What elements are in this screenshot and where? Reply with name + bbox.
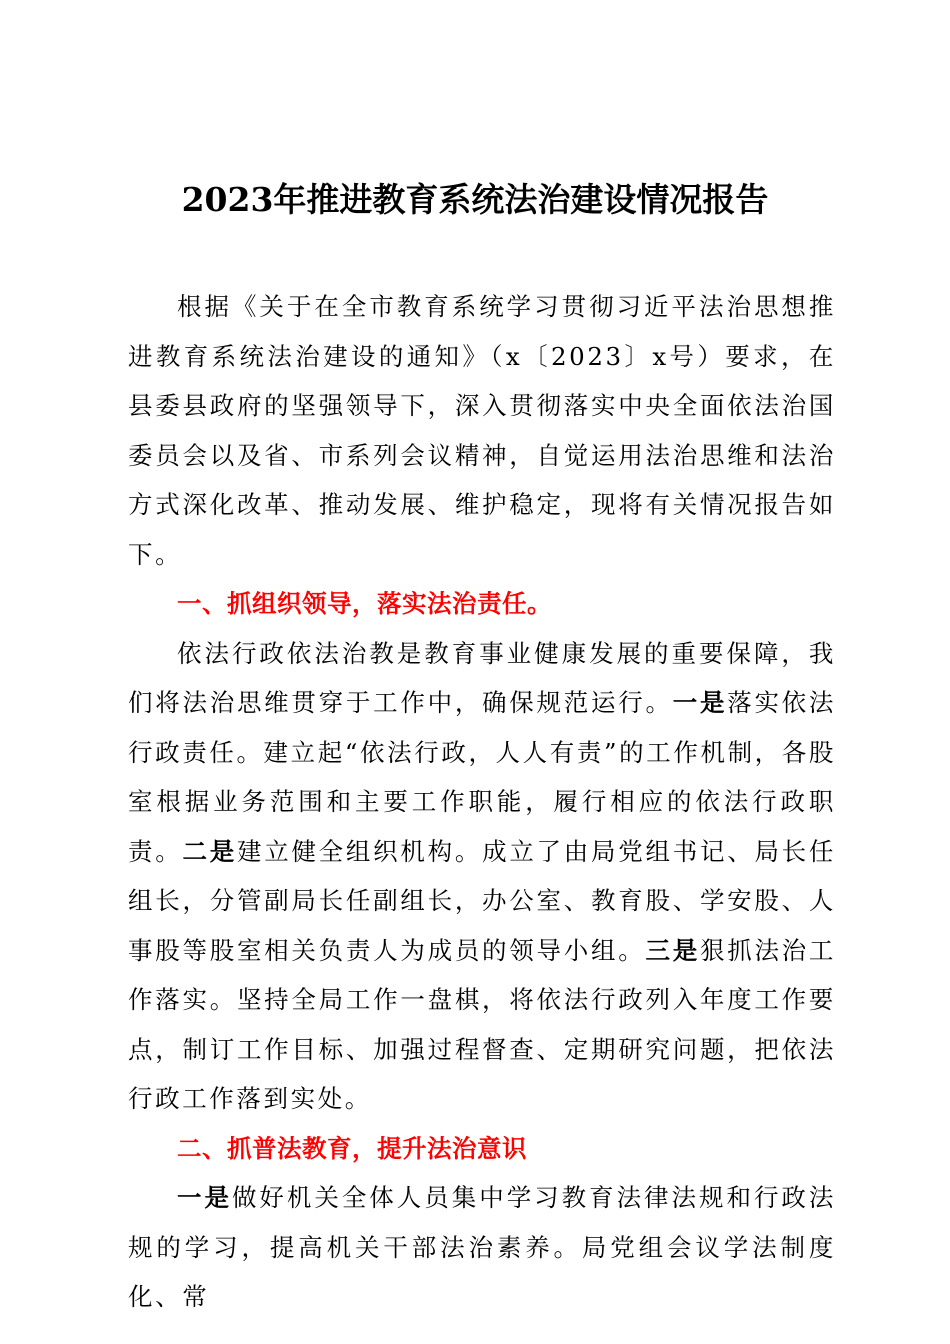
section-1-lead-3: 三是: [645, 935, 700, 965]
intro-paragraph: 根据《关于在全市教育系统学习贯彻习近平法治思想推进教育系统法治建设的通知》（x〔2023〕x号）要求，在县委县政府的坚强领导下，深入贯彻落实中央全面依法治国委员会以及省、市系列会议精神，自觉运用法治思维和法治方式深化改革、推动发展、维护稳定，现将有关情况报告如下。: [128, 292, 836, 569]
section-2-text-a: 做好机关全体人员集中学习教育法律法规和行政法规的学习，提高机关干部法治素养。局党组会议学法制度化、常: [128, 1183, 836, 1311]
document-body: [128, 282, 836, 1322]
section-2-paragraph: [128, 1173, 836, 1322]
section-1-text-d: 狠抓法治工作落实。坚持全局工作一盘棋，将依法行政列入年度工作要点，制订工作目标、加强过程督查、定期研究问题，把依法行政工作落到实处。: [128, 935, 837, 1113]
section-2-lead-1: 一是: [177, 1183, 232, 1212]
section-1-paragraph: [128, 629, 836, 1124]
section-1-heading: 一、抓组织领导，落实法治责任。: [177, 589, 552, 618]
section-1-text-a: 依法行政依法治教是教育事业健康发展的重要保障，我们将法治思维贯穿于工作中，确保规范运行。: [128, 638, 836, 717]
section-1-text-c: 建立健全组织机构。成立了由局党组书记、局长任组长，分管副局长任副组长，办公室、教育股、学安股、人事股等股室相关负责人为成员的领导小组。: [128, 836, 837, 965]
document-title: 2023年推进教育系统法治建设情况报告: [181, 180, 769, 219]
section-1-lead-1: 一是: [672, 688, 728, 717]
section-1-text-b: 落实依法行政责任。建立起“依法行政，人人有责”的工作机制，各股室根据业务范围和主要工作职能，履行相应的依法行政职责。: [128, 688, 837, 866]
section-2-heading: 二、抓普法教育，提升法治意识: [177, 1133, 527, 1163]
section-1-lead-2: 二是: [182, 836, 237, 866]
